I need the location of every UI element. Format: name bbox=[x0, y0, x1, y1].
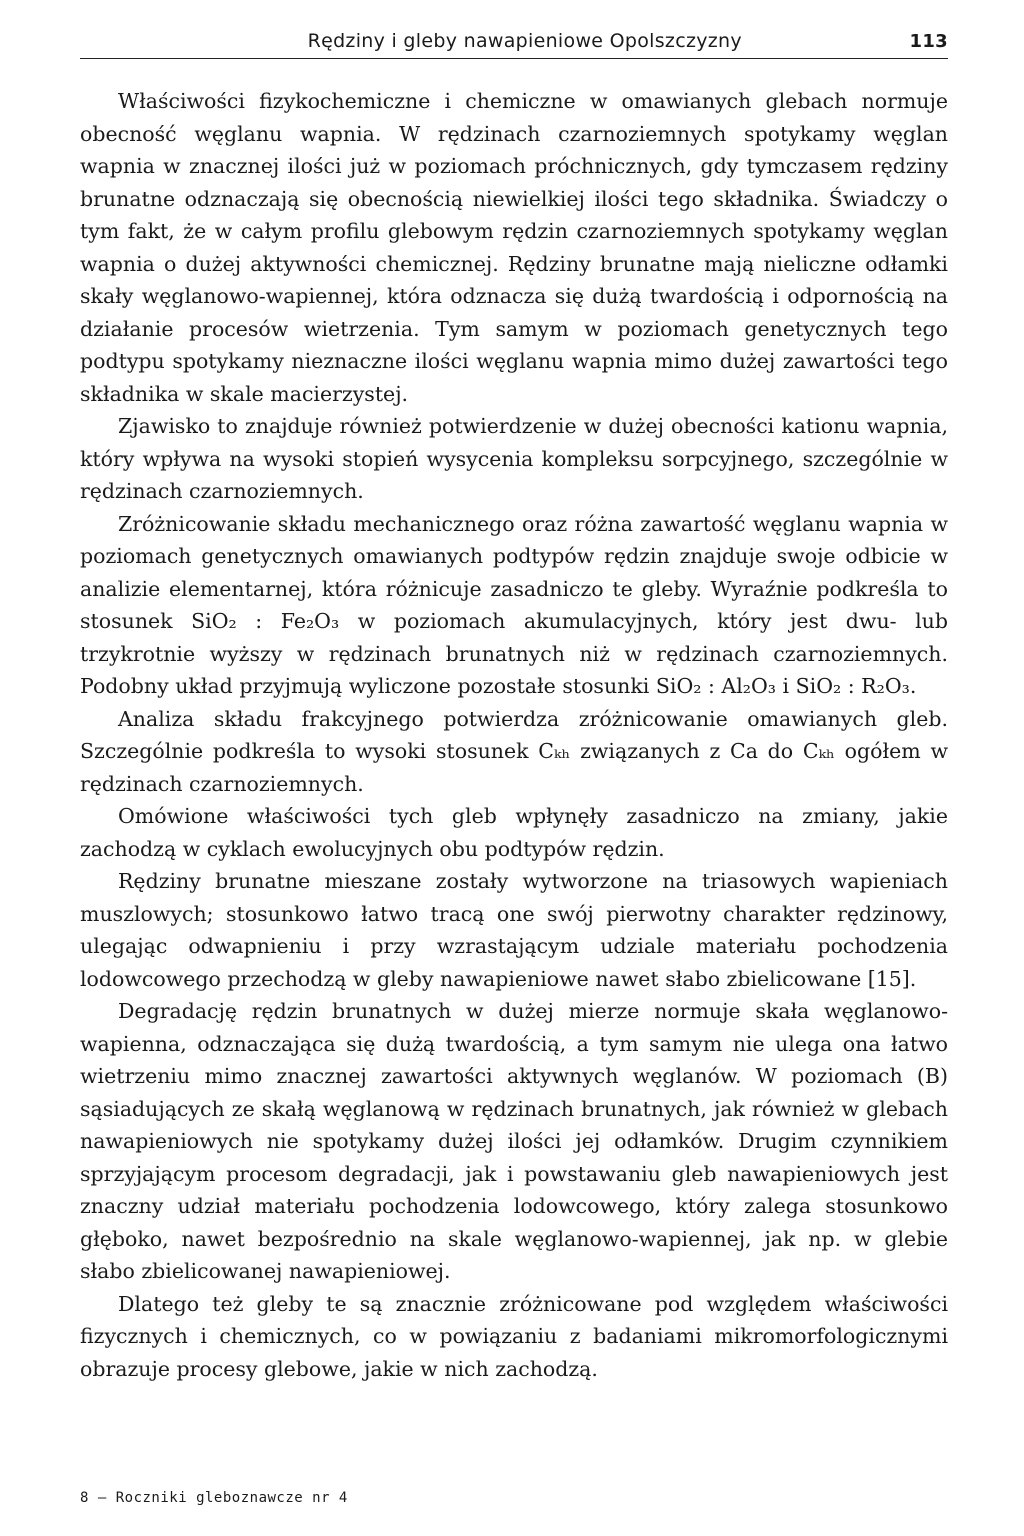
paragraph: Dlatego też gleby te są znacznie zróżnicowane pod względem właściwości fizycznych i chemicznych, co w powiązaniu z badaniami mikromorfologicznymi obrazuje procesy glebowe, jakie w nich zachodzą. bbox=[80, 1291, 948, 1381]
page-number: 113 bbox=[909, 31, 948, 52]
paragraph: Omówione właściwości tych gleb wpłynęły zasadniczo na zmiany, jakie zachodzą w cyklach ewolucyjnych obu podtypów rędzin. bbox=[80, 804, 948, 861]
paragraph: Zjawisko to znajduje również potwierdzenie w dużej obecności kationu wapnia, który wpływa na wysoki stopień wysycenia kompleksu sorpcyjnego, szczególnie w rędzinach czarnoziemnych. bbox=[80, 414, 948, 503]
running-header bbox=[80, 30, 948, 59]
paragraph: Degradację rędzin brunatnych w dużej mierze normuje skała węglanowo-wapienna, odznaczająca się dużą twardością, a tym samym nie ulega ona łatwo wietrzeniu mimo znacznej zawartości aktywnych węglanów. W poziomach (B) sąsiadujących ze skałą węglanową w rędzinach brunatnych, jak również w glebach nawapieniowych nie spotykamy dużej ilości jej odłamków. Drugim czynnikiem sprzyjającym procesom degradacji, jak i powstawaniu gleb nawapieniowych jest znaczny udział materiału pochodzenia lodowcowego, który zalega stosunkowo głęboko, nawet bezpośrednio na skale węglanowo-wapiennej, jak np. w glebie słabo zbielicowanej nawapieniowej. bbox=[80, 999, 948, 1283]
paragraph: Analiza składu frakcyjnego potwierdza zróżnicowanie omawianych gleb. Szczególnie podkreśla to wysoki stosunek Cₖₕ związanych z Ca do Cₖₕ ogółem w rędzinach czarnoziemnych. bbox=[80, 706, 948, 796]
signature-footer: 8 — Roczniki gleboznawcze nr 4 bbox=[80, 1490, 348, 1506]
body-text bbox=[80, 85, 948, 1385]
document-page bbox=[80, 30, 948, 1385]
paragraph: Zróżnicowanie składu mechanicznego oraz różna zawartość węglanu wapnia w poziomach genetycznych omawianych podtypów rędzin znajduje swoje odbicie w analizie elementarnej, która różnicuje zasadniczo te gleby. Wyraźnie podkreśla to stosunek SiO₂ : Fe₂O₃ w poziomach akumulacyjnych, który jest dwu- lub trzykrotnie wyższy w rędzinach brunatnych niż w rędzinach czarnoziemnych. Podobny układ przyjmują wyliczone pozostałe stosunki SiO₂ : Al₂O₃ i SiO₂ : R₂O₃. bbox=[80, 511, 948, 698]
paragraph: Właściwości fizykochemiczne i chemiczne w omawianych glebach normuje obecność węglanu wapnia. W rędzinach czarnoziemnych spotykamy węglan wapnia w znacznej ilości już w poziomach próchnicznych, gdy tymczasem rędziny brunatne odznaczają się obecnością niewielkiej ilości tego składnika. Świadczy o tym fakt, że w całym profilu glebowym rędzin czarnoziemnych spotykamy węglan wapnia o dużej aktywności chemicznej. Rędziny brunatne mają nieliczne odłamki skały węglanowo-wapiennej, która odznacza się dużą twardością i odpornością na działanie procesów wietrzenia. Tym samym w poziomach genetycznych tego podtypu spotykamy nieznaczne ilości węglanu wapnia mimo dużej zawartości tego składnika w skale macierzystej. bbox=[80, 89, 948, 406]
paragraph: Rędziny brunatne mieszane zostały wytworzone na triasowych wapieniach muszlowych; stosunkowo łatwo tracą one swój pierwotny charakter rędzinowy, ulegając odwapnieniu i przy wzrastającym udziale materiału pochodzenia lodowcowego przechodzą w gleby nawapieniowe nawet słabo zbielicowane [15]. bbox=[80, 869, 948, 991]
running-title: Rędziny i gleby nawapieniowe Opolszczyzny bbox=[307, 30, 742, 52]
